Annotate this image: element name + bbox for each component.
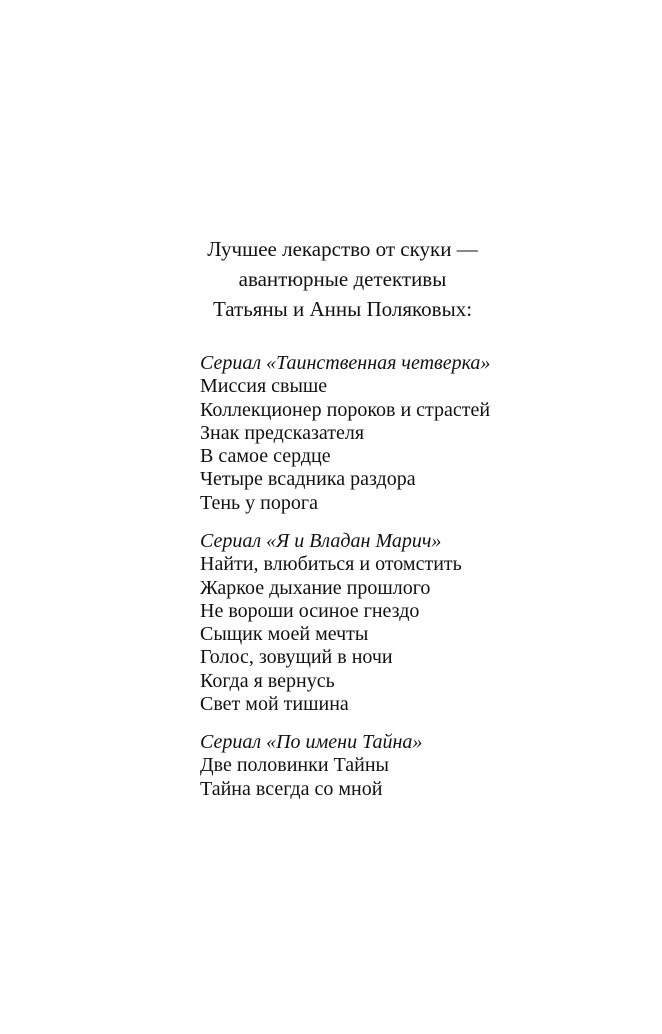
series-block: [200, 352, 640, 515]
intro-text: [0, 234, 662, 324]
intro-line: авантюрные детективы: [238, 267, 447, 291]
book-title: Коллекционер пороков и страстей: [200, 398, 491, 421]
series-block: [200, 731, 640, 801]
series-title: Сериал «По имени Тайна»: [200, 731, 423, 753]
book-title: Тайна всегда со мной: [200, 777, 383, 800]
book-title: Жаркое дыхание прошлого: [200, 576, 431, 599]
book-title: Когда я вернусь: [200, 669, 335, 692]
intro-line: Лучшее лекарство от скуки —: [207, 237, 478, 261]
series-title: Сериал «Таинственная четверка»: [200, 352, 491, 374]
book-title: Знак предсказателя: [200, 421, 365, 444]
book-title: Свет мой тишина: [200, 693, 349, 716]
book-title: Голос, зовущий в ночи: [200, 646, 393, 669]
series-title: Сериал «Я и Владан Марич»: [200, 530, 442, 552]
intro-line: Татьяны и Анны Поляковых:: [212, 297, 473, 321]
book-title: Миссия свыше: [200, 375, 328, 398]
book-title: Четыре всадника раздора: [200, 468, 416, 491]
book-title: Тень у порога: [200, 491, 318, 514]
book-title: Сыщик моей мечты: [200, 623, 369, 646]
book-title: Две половинки Тайны: [200, 754, 389, 777]
book-title: В самое сердце: [200, 445, 331, 468]
series-block: [200, 530, 640, 716]
book-title: Не вороши осиное гнездо: [200, 599, 420, 622]
book-title: Найти, влюбиться и отомстить: [200, 553, 462, 576]
